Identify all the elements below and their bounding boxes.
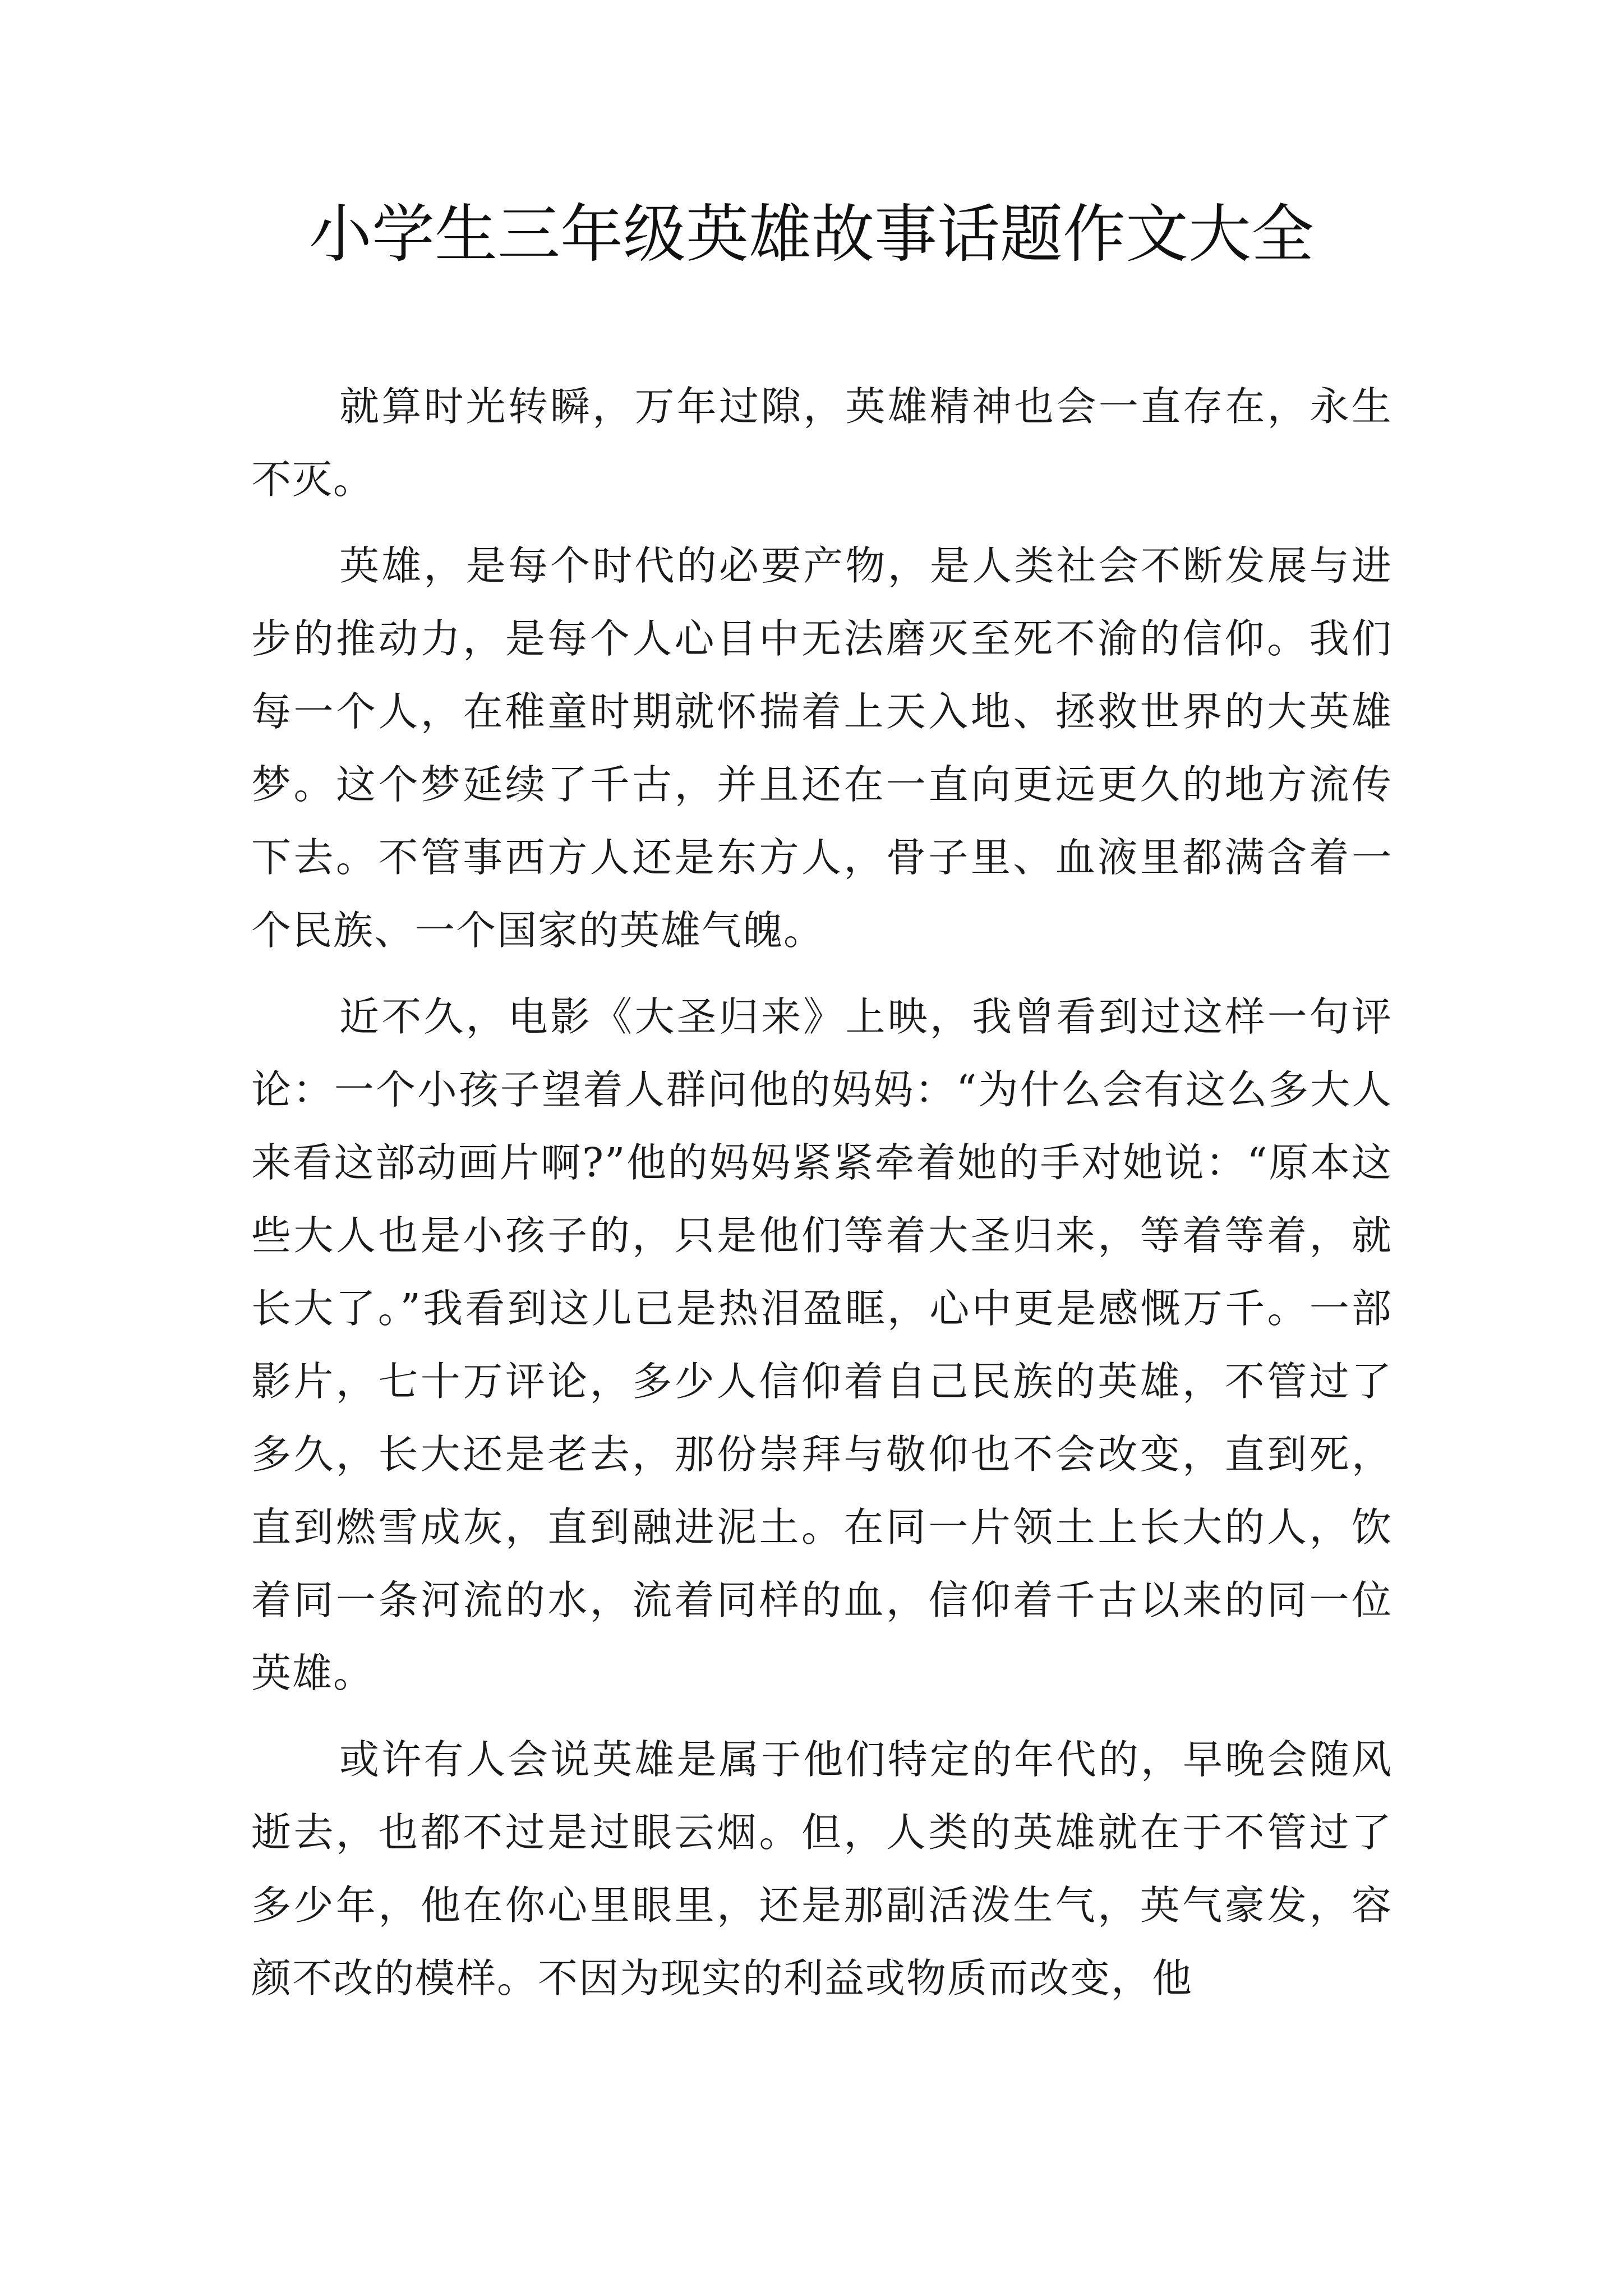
paragraph-3: 近不久，电影《大圣归来》上映，我曾看到过这样一句评论：一个小孩子望着人群问他的妈妈：“为什么会有这么多大人来看这部动画片啊?”他的妈妈紧紧牵着她的手对她说：“原本这些大人也是小孩子的，只是他们等着大圣归来，等着等着，就长大了。”我看到这儿已是热泪盈眶，心中更是感慨万千。一部影片，七十万评论，多少人信仰着自己民族的英雄，不管过了多久，长大还是老去，那份崇拜与敬仰也不会改变，直到死，直到燃雪成灰，直到融进泥土。在同一片领土上长大的人，饮着同一条河流的水，流着同样的血，信仰着千古以来的同一位英雄。: [251, 993, 1393, 1696]
paragraph-4: 或许有人会说英雄是属于他们特定的年代的，早晚会随风逝去，也都不过是过眼云烟。但，人类的英雄就在于不管过了多少年，他在你心里眼里，还是那副活泼生气，英气豪发，容颜不改的模样。不因为现实的利益或物质而改变，他: [251, 1736, 1393, 2001]
paragraph-2: 英雄，是每个时代的必要产物，是人类社会不断发展与进步的推动力，是每个人心目中无法磨灭至死不渝的信仰。我们每一个人，在稚童时期就怀揣着上天入地、拯救世界的大英雄梦。这个梦延续了千古，并且还在一直向更远更久的地方流传下去。不管事西方人还是东方人，骨子里、血液里都满含着一个民族、一个国家的英雄气魄。: [251, 542, 1393, 954]
paragraph-1: 就算时光转瞬，万年过隙，英雄精神也会一直存在，永生不灭。: [251, 383, 1393, 503]
document-body: [251, 370, 1393, 2028]
document-title: 小学生三年级英雄故事话题作文大全: [309, 198, 1314, 271]
